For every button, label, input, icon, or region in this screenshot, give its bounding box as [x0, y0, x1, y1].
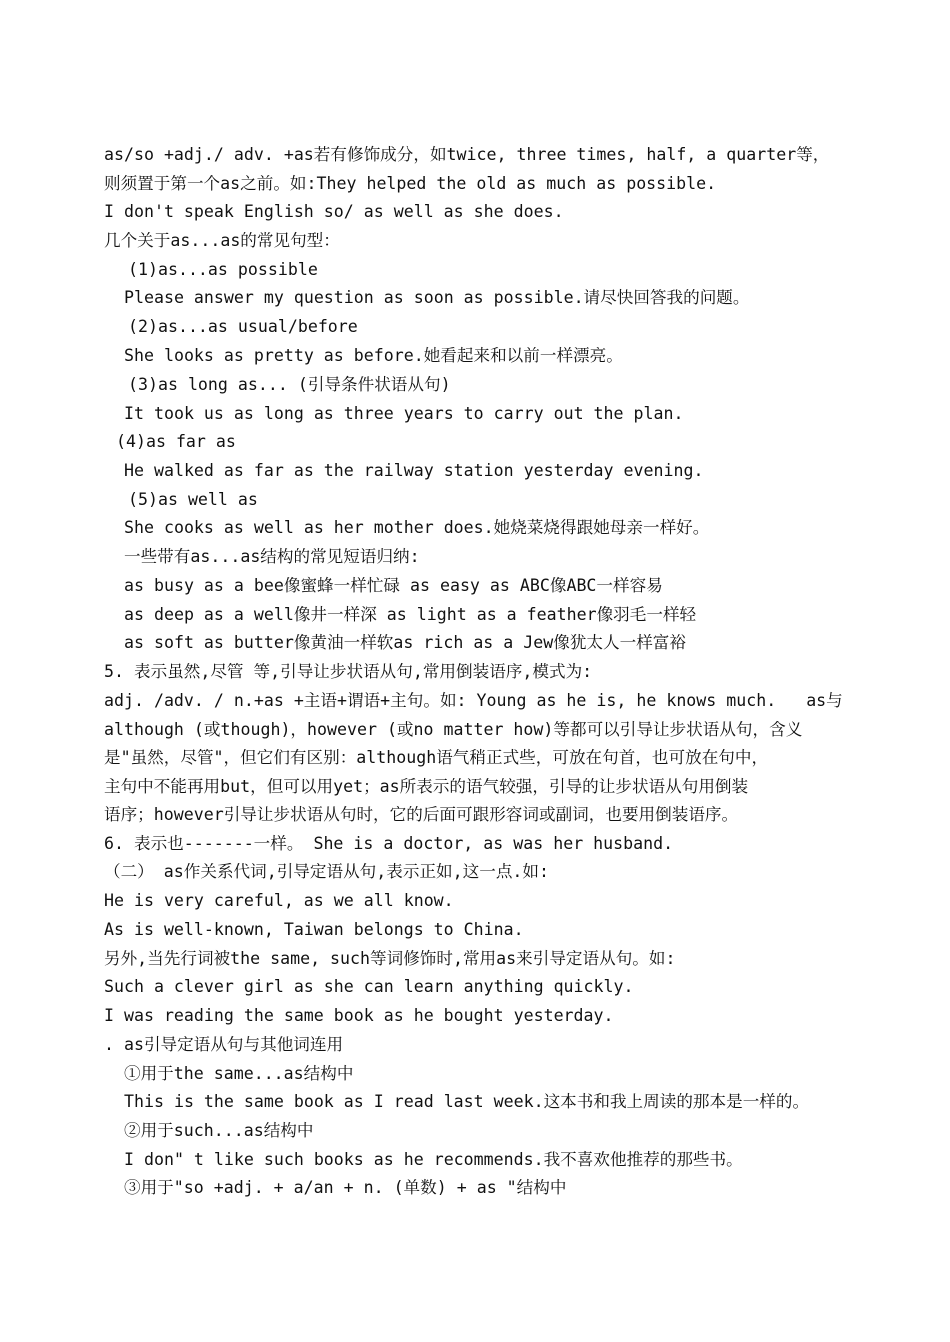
- text-line: Please answer my question as soon as possible.请尽快回答我的问题。: [124, 288, 750, 307]
- text-line: Such a clever girl as she can learn anything quickly.: [104, 977, 634, 996]
- text-line: ①用于the same...as结构中: [124, 1064, 354, 1083]
- text-line: I don't speak English so/ as well as she does.: [104, 202, 564, 221]
- text-line: 一些带有as...as结构的常见短语归纳:: [124, 547, 420, 566]
- text-line: (1)as...as possible: [128, 260, 318, 279]
- text-line: (3)as long as... (引导条件状语从句): [128, 375, 451, 394]
- text-line: 是"虽然，尽管"，但它们有区别：although语气稍正式些，可放在句首，也可放在句中，: [104, 748, 769, 767]
- text-line: I don" t like such books as he recommends.我不喜欢他推荐的那些书。: [124, 1150, 743, 1169]
- text-line: as busy as a bee像蜜蜂一样忙碌 as easy as ABC像ABC一样容易: [124, 576, 663, 595]
- text-line: 5. 表示虽然,尽管 等,引导让步状语从句,常用倒装语序,模式为:: [104, 662, 593, 681]
- text-line: 几个关于as...as的常见句型：: [104, 231, 340, 250]
- text-line: ②用于such...as结构中: [124, 1121, 314, 1140]
- text-line: (4)as far as: [116, 432, 236, 451]
- text-line: She cooks as well as her mother does.她烧菜烧得跟她母亲一样好。: [124, 518, 710, 537]
- text-line: As is well-known, Taiwan belongs to China.: [104, 920, 524, 939]
- text-line: (2)as...as usual/before: [128, 317, 358, 336]
- text-line: 则须置于第一个as之前。如:They helped the old as much as possible.: [104, 174, 717, 193]
- text-line: （二） as作关系代词,引导定语从句,表示正如,这一点.如:: [104, 862, 549, 881]
- text-line: He is very careful, as we all know.: [104, 891, 454, 910]
- text-line: It took us as long as three years to carry out the plan.: [124, 404, 684, 423]
- text-line: although (或though)，however (或no matter how)等都可以引导让步状语从句，含义: [104, 720, 803, 739]
- text-line: 语序；however引导让步状语从句时，它的后面可跟形容词或副词，也要用倒装语序。: [104, 805, 739, 824]
- text-line: as deep as a well像井一样深 as light as a feather像羽毛一样轻: [124, 605, 697, 624]
- text-line: 主句中不能再用but，但可以用yet；as所表示的语气较强，引导的让步状语从句用倒装: [104, 777, 749, 796]
- text-line: This is the same book as I read last week.这本书和我上周读的那本是一样的。: [124, 1092, 810, 1111]
- text-line: 另外,当先行词被the same, such等词修饰时,常用as来引导定语从句。如:: [104, 949, 676, 968]
- text-line: . as引导定语从句与其他词连用: [104, 1035, 344, 1054]
- text-line: She looks as pretty as before.她看起来和以前一样漂亮。: [124, 346, 623, 365]
- text-line: (5)as well as: [128, 490, 258, 509]
- text-line: as/so +adj./ adv. +as若有修饰成分，如twice, three times, half, a quarter等，: [104, 145, 830, 164]
- text-line: He walked as far as the railway station yesterday evening.: [124, 461, 704, 480]
- text-line: ③用于"so +adj. + a/an + n. (单数) + as "结构中: [124, 1178, 567, 1197]
- text-line: as soft as butter像黄油一样软as rich as a Jew像犹太人一样富裕: [124, 633, 686, 652]
- text-line: 6. 表示也-------一样。 She is a doctor, as was her husband.: [104, 834, 674, 853]
- text-line: adj. /adv. / n.+as +主语+谓语+主句。如: Young as he is, he knows much. as与: [104, 691, 843, 710]
- text-line: I was reading the same book as he bought yesterday.: [104, 1006, 614, 1025]
